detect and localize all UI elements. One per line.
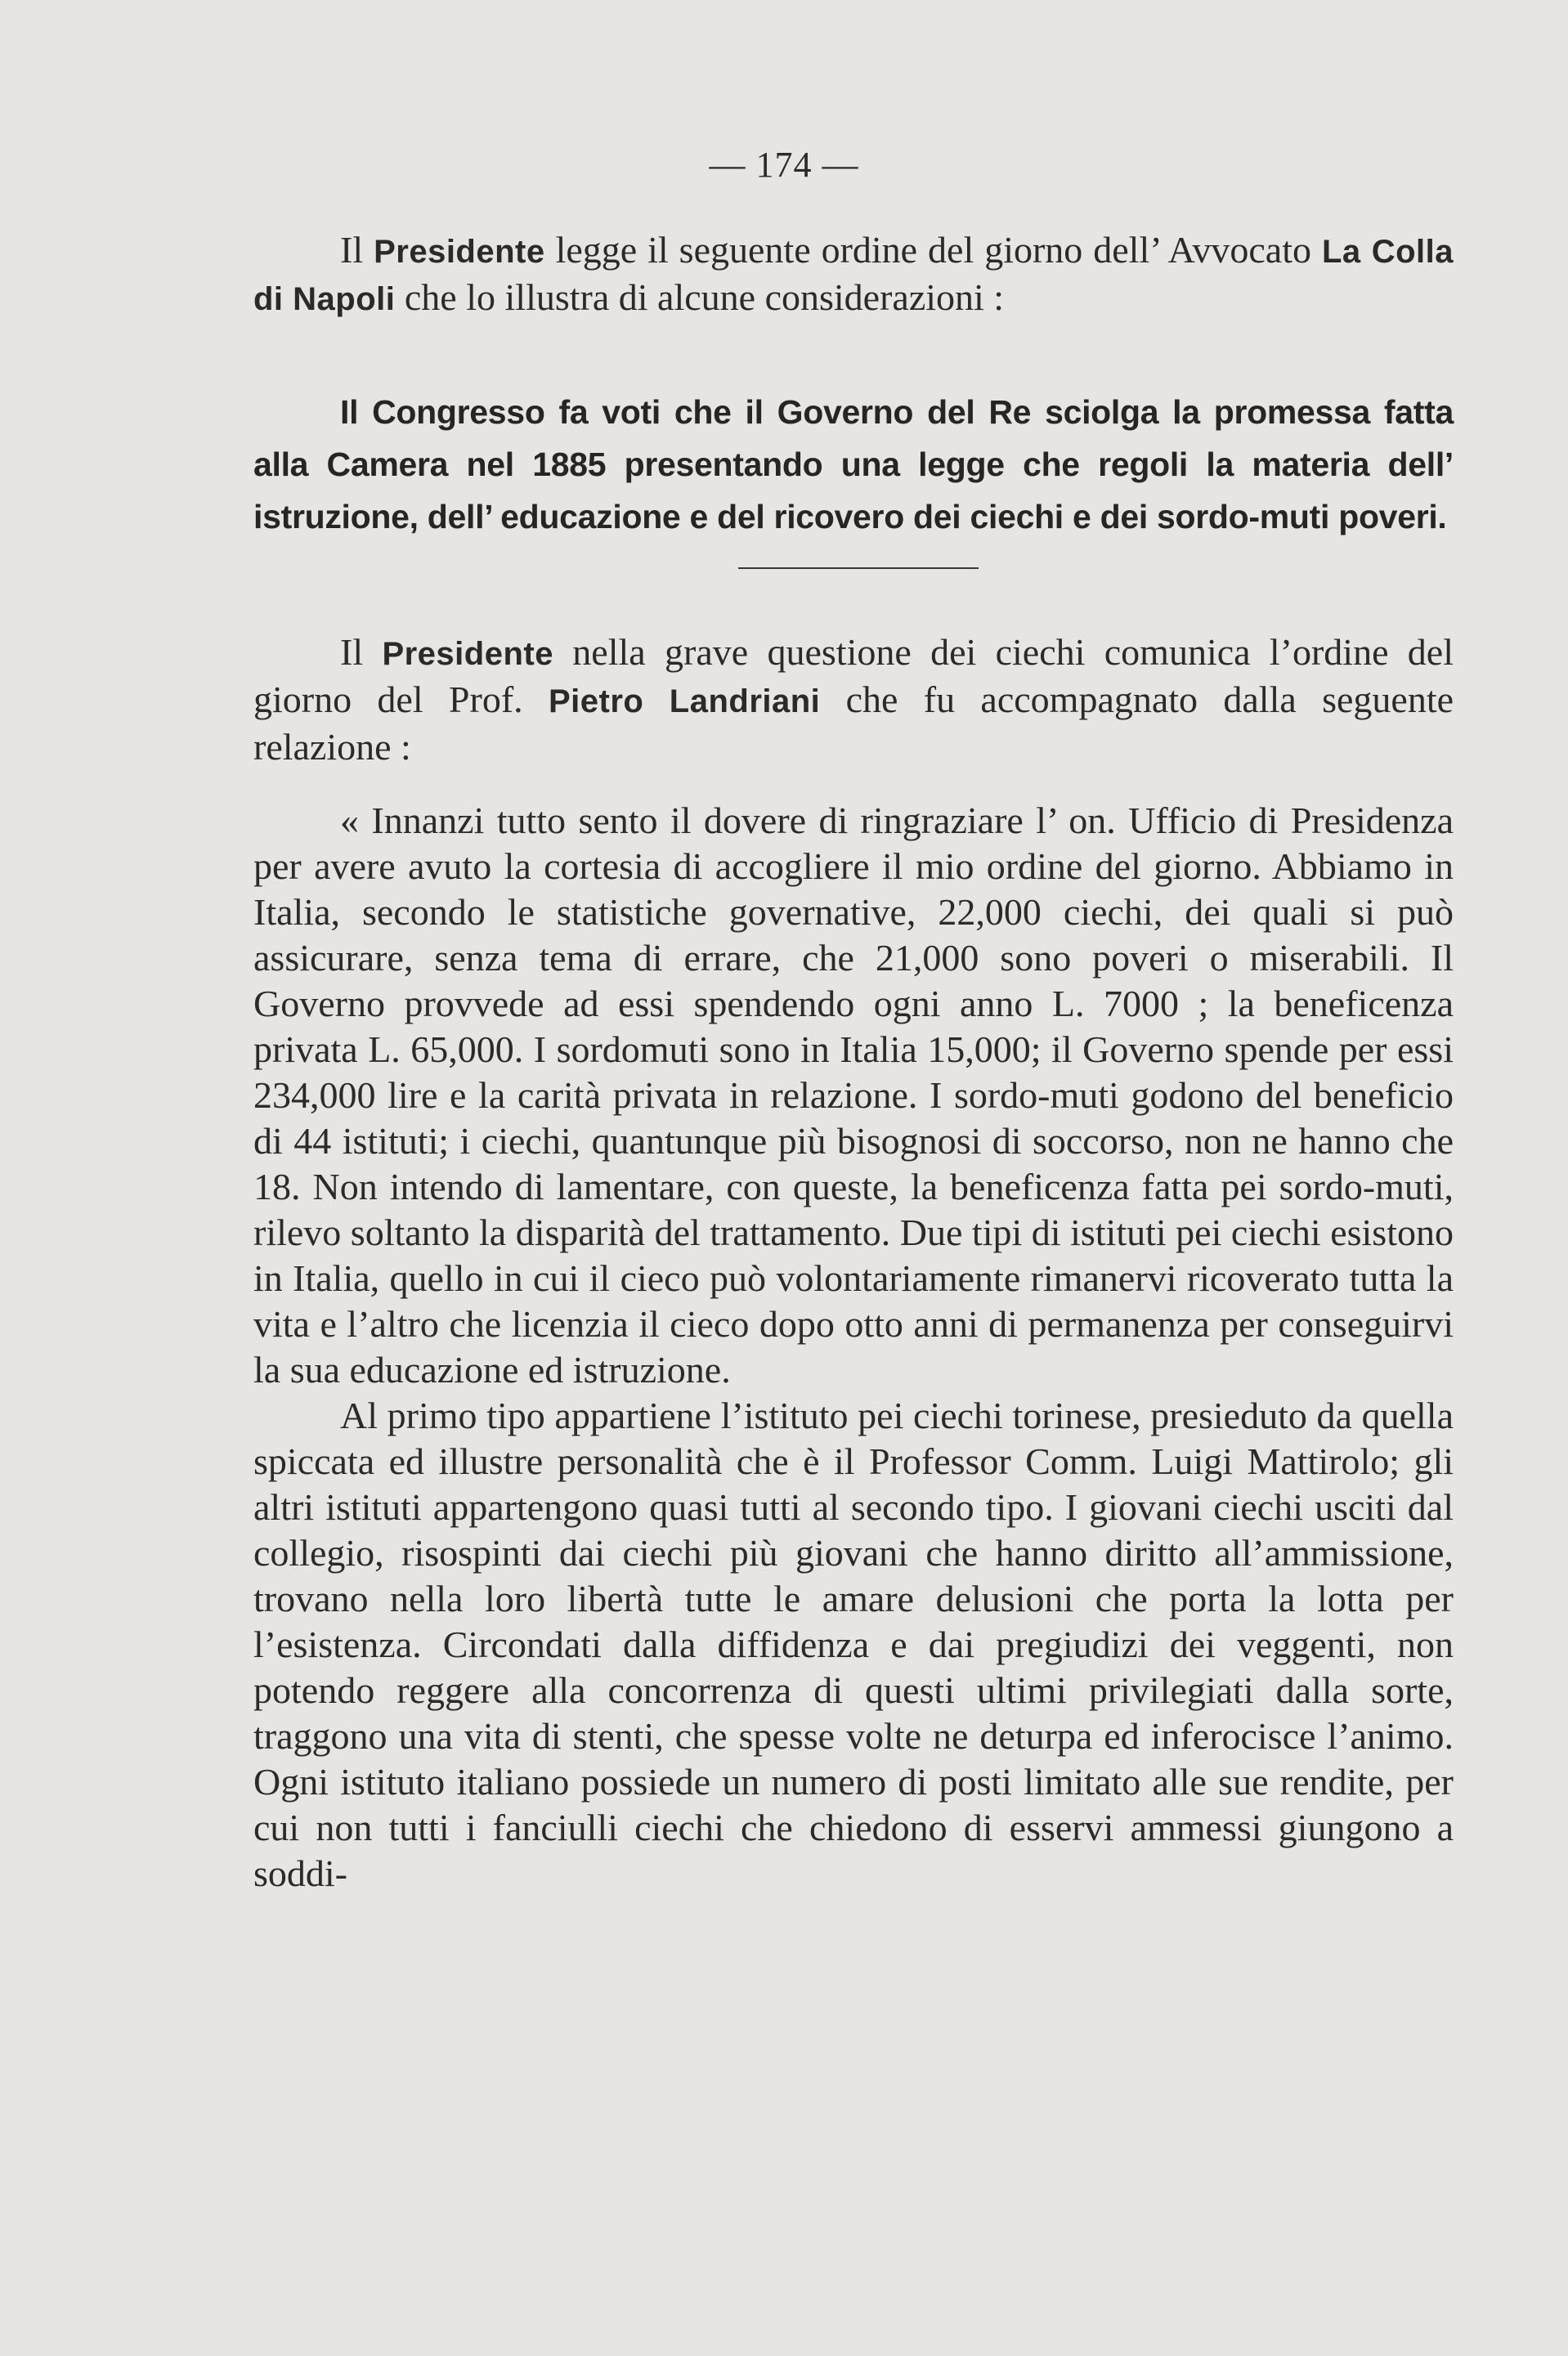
report-paragraph-1: « Innanzi tutto sento il dovere di ringraziare l’ on. Ufficio di Presidenza per avere avuto la cortesia di accogliere il mio ordine del giorno. Abbiamo in Italia, secondo le statistiche governative, 22,000 ciechi, dei quali si può assicurare, senza tema di errare, che 21,000 sono poveri o miserabili. Il Governo provvede ad essi spendendo ogni anno L. 7000 ; la beneficenza privata L. 65,000. I sordomuti sono in Italia 15,000; il Governo spende per essi 234,000 lire e la carità privata in relazione. I sordo-muti godono del beneficio di 44 istituti; i ciechi, quantunque più bisognosi di soccorso, non ne hanno che 18. Non intendo di lamentare, con queste, la beneficenza fatta pei sordo-muti, rilevo soltanto la disparità del trattamento. Due tipi di istituti pei ciechi esistono in Italia, quello in cui il cieco può volontariamente rimanervi ricoverato tutta la vita e l’altro che licenzia il cieco dopo otto anni di permanenza per conseguirvi la sua educazione ed istruzione. (253, 800, 1454, 1391)
intro-paragraph (253, 227, 1454, 322)
professor-name: Pietro Landriani (548, 683, 821, 719)
intro-text: legge il seguente ordine del giorno dell’ Avvocato (555, 229, 1311, 271)
report-block (253, 798, 1454, 1897)
resolution-block (253, 386, 1454, 543)
section-divider (738, 567, 979, 569)
intro-pre: Il (340, 229, 364, 271)
intro-block (253, 227, 1454, 322)
second-paragraph (253, 629, 1454, 770)
page-number: — 174 — (709, 145, 859, 185)
speaker-name: Presidente (374, 234, 545, 270)
speaker-name-2: Presidente (382, 636, 553, 672)
intro-text-end: che lo illustra di alcune considerazioni : (404, 276, 1005, 318)
report-paragraph-2: Al primo tipo appartiene l’istituto pei ciechi torinese, presieduto da quella spiccata ed illustre personalità che è il Professor Comm. Luigi Mattirolo; gli altri istituti appartengono quasi tutti al secondo tipo. I giovani ciechi usciti dal collegio, risospinti dai ciechi più giovani che hanno diritto all’ammissione, trovano nella loro libertà tutte le amare delusioni che porta la lotta per l’esistenza. Circondati dalla diffidenza e dai pregiudizi dei veggenti, non potendo reggere alla concorrenza di questi ultimi privilegiati dalla sorte, traggono una vita di stenti, che spesse volte ne deturpa ed inferocisce l’animo. Ogni istituto italiano possiede un numero di posti limitato alle sue rendite, per cui non tutti i fanciulli ciechi che chiedono di esservi ammessi giungono a soddi- (253, 1395, 1454, 1894)
second-text: nella grave questione dei ciechi comunica l’ordine del giorno del Prof. (253, 631, 1454, 720)
second-pre: Il (340, 631, 364, 673)
second-text-end: che fu accompagnato dalla seguente relazione : (253, 679, 1454, 768)
resolution-text: Il Congresso fa voti che il Governo del Re sciolga la promessa fatta alla Camera nel 1885 presentando una legge che regoli la materia dell’ istruzione, dell’ educazione e del ricovero dei ciechi e dei sordo-muti poveri. (253, 393, 1454, 535)
proposer-name: La Colla di Napoli (253, 234, 1454, 317)
second-block (253, 629, 1454, 770)
